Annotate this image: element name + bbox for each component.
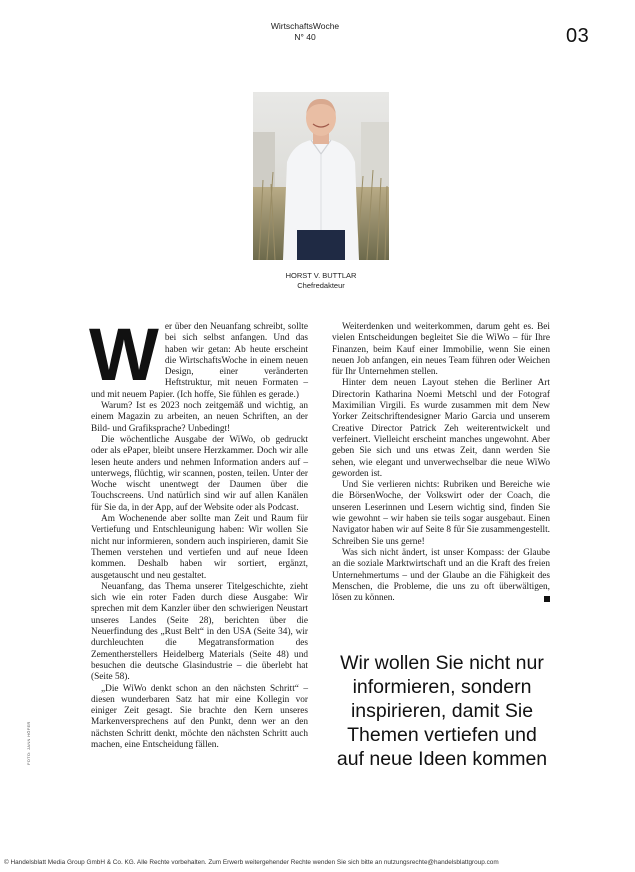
article-paragraph: Wer über den Neuanfang schreibt, sollte bei sich selbst anfangen. Und das haben wir getan: Ab heute erscheint die WirtschaftsWoche in einem neuen Design, einer veränderten Heftstruktur, mit neuen Formaten – und mit neuem Papier. (Ich hoffe, Sie fühlen es gerade.) bbox=[89, 313, 308, 400]
article-paragraph: „Die WiWo denkt schon an den nächsten Schritt“ – diesen wunderbaren Satz hat mir eine Kollegin vor einiger Zeit gesagt. Sie brachte den Kern unseres Markenversprechens auf den Punkt, denn wer an den nächsten Schritt denkt, möchte den nächsten Schritt auch machen, eine Entscheidung fällen. bbox=[91, 683, 308, 750]
article-paragraph: Die wöchentliche Ausgabe der WiWo, ob gedruckt oder als ePaper, bleibt unsere Herzkammer. Doch wir alle lesen heute anders und nehmen Information anders auf – unterwegs, flüchtig, wir scannen, posten, teilen. Unter der Woche wischt unentwegt der Daumen über die Touchscreens. Und natürlich sind wir auf allen Kanälen für Sie da, in der App, auf der Website oder als Podcast. bbox=[91, 434, 308, 513]
issue-number: N° 40 bbox=[294, 32, 316, 42]
article-paragraph: Und Sie verlieren nichts: Rubriken und Bereiche wie die BörsenWoche, der Volkswirt oder der Coach, die unseren Leserinnen und Lesern wichtig sind, finden Sie wie gewohnt – wir haben sie teils sogar ausgebaut. Einen Navigator haben wir auf Seite 8 für Sie zusammengestellt. Schreiben Sie uns gerne! bbox=[332, 480, 550, 547]
copyright-footer: © Handelsblatt Media Group GmbH & Co. KG. Alle Rechte vorbehalten. Zum Erwerb weitergehender Rechte wenden Sie sich bitte an nutzungsrechte@handelsblattgroup.com bbox=[4, 859, 499, 866]
article-paragraph: Warum? Ist es 2023 noch zeitgemäß und wichtig, an einem Magazin zu arbeiten, an neuen Schriften, an der Bild- und Grafiksprache? Unbedingt! bbox=[91, 401, 308, 434]
article-paragraph: Weiterdenken und weiterkommen, darum geht es. Bei vielen Entscheidungen begleitet Sie die WiWo – für Ihre Finanzen, beim Kauf einer Immobilie, wenn Sie einen neuen Job anfangen, ein neues Team führen oder Weichen für Ihr Unternehmen stellen. bbox=[332, 322, 550, 378]
article-column-1 bbox=[89, 313, 308, 751]
author-name: HORST V. BUTTLAR bbox=[285, 271, 357, 280]
article-column-2 bbox=[332, 322, 550, 604]
pull-quote: Wir wollen Sie nicht nur informieren, sondern inspirieren, damit Sie Themen vertiefen und auf neue Ideen kommen bbox=[336, 652, 548, 770]
magazine-name: WirtschaftsWoche bbox=[270, 21, 340, 31]
photo-credit: FOTO: JANN HÖFER bbox=[26, 721, 31, 765]
author-portrait-photo bbox=[253, 92, 389, 260]
article-paragraph: Am Wochenende aber sollte man Zeit und Raum für Vertiefung und Entschleunigung haben: Wir wollen Sie nicht nur informieren, sondern auch inspirieren, damit Sie Themen verstehen und vertiefen und auf neue Ideen kommen. Deshalb haben wir sortiert, ergänzt, ausgetauscht und neu gestaltet. bbox=[91, 514, 308, 581]
article-paragraph: Hinter dem neuen Layout stehen die Berliner Art Directorin Katharina Noemi Metschl und der Fotograf Maximilian Virgili. Es wurde zusammen mit dem New Yorker Zeitschriftendesigner Mario Garcia und unserem Creative Director Patrick Zeh weiterentwickelt und verfeinert. Vielleicht erscheint manches ungewohnt. Aber geben Sie sich und uns etwas Zeit, dann werden Sie sehen, wie elegant und unverwechselbar die neue WiWo geworden ist. bbox=[332, 378, 550, 479]
article-paragraph: Was sich nicht ändert, ist unser Kompass: der Glaube an die soziale Marktwirtschaft und an die Kraft des freien Unternehmertums – und der Glaube an die Fähigkeit des Menschen, die Probleme, die uns zu oft überwältigen, lösen zu können. bbox=[332, 547, 550, 604]
article-paragraph: Neuanfang, das Thema unserer Titelgeschichte, zieht sich wie ein roter Faden durch diese Ausgabe: Wir sprechen mit dem Kanzler über den schwierigen Neustart unseres Landes (Seite 28), berichten über die Neuerfindung des „Rust Belt“ in den USA (Seite 34), wir durchleuchten die Megatransformation des Zementherstellers Heidelberg Materials (Seite 48) und besuchen die deutsche Glasindustrie – die überlebt hat (Seite 58). bbox=[91, 581, 308, 683]
author-role: Chefredakteur bbox=[297, 281, 345, 290]
portrait-caption bbox=[230, 271, 412, 291]
end-of-article-mark bbox=[544, 596, 550, 602]
page-number: 03 bbox=[566, 25, 590, 47]
magazine-header bbox=[235, 21, 375, 43]
drop-cap: W bbox=[89, 313, 159, 396]
